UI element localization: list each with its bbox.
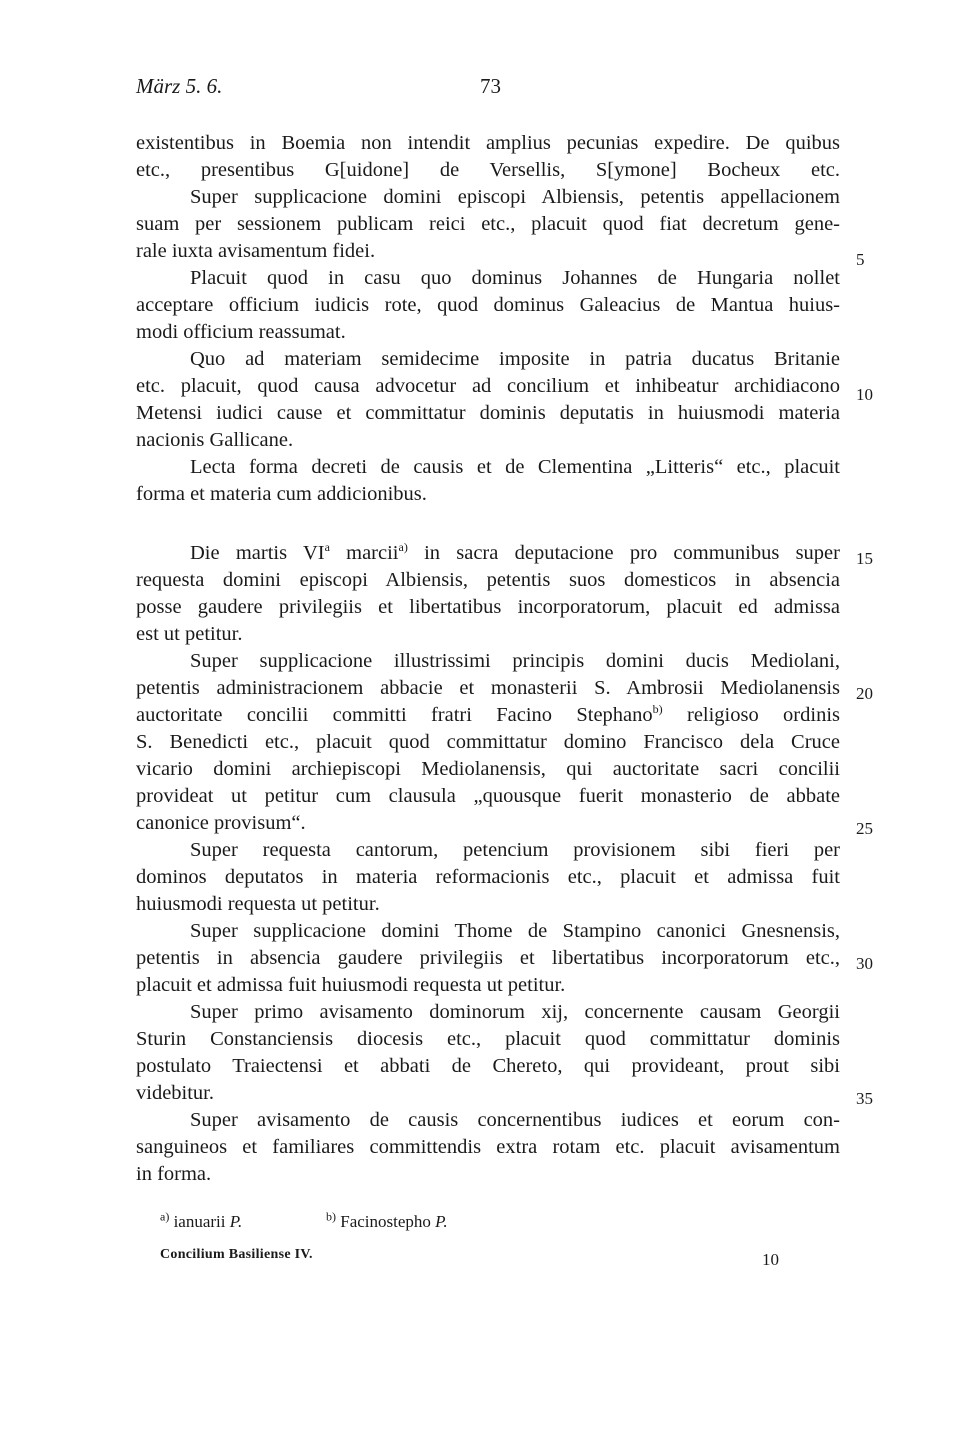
text-line: etc. placuit, quod causa advocetur ad concilium et inhibeatur archidiacono [136,375,840,397]
text-line: canonice provisum“. [136,812,306,834]
line-number-35: 35 [856,1089,873,1108]
text-line: videbitur. [136,1082,215,1104]
text-line: Placuit quod in casu quo dominus Johannes de Hungaria nollet [190,267,840,289]
text-line: placuit et admissa fuit huiusmodi requesta ut petitur. [136,974,566,996]
text-line: provideat ut petitur cum clausula „quousque fuerit monasterio de abbate [136,785,840,807]
text-line: Super avisamento de causis concernentibus iudices et eorum con- [190,1109,840,1131]
superscript-mark: a [324,540,330,555]
text-fragment: religioso ordinis [662,704,840,726]
line-number-15: 15 [856,549,873,568]
text-line: petentis in absencia gaudere privilegiis et libertatibus incorporatorum etc., [136,947,840,969]
text-line: sanguineos et familiares committendis extra rotam etc. placuit avisamentum [136,1136,840,1158]
text-line: requesta domini episcopi Albiensis, petentis suos domesticos in absencia [136,569,840,591]
superscript-mark: b) [652,702,663,717]
text-line [136,540,840,567]
text-line: in forma. [136,1163,212,1185]
text-line: rale iuxta avisamentum fidei. [136,240,376,262]
text-line: Lecta forma decreti de causis et de Clementina „Litteris“ etc., placuit [190,456,840,478]
text-line: Super supplicacione illustrissimi principis domini ducis Mediolani, [190,650,840,672]
text-line: existentibus in Boemia non intendit amplius pecunias expedire. De quibus [136,132,840,154]
text-block-march-6 [136,540,840,1188]
text-line: Sturin Constanciensis diocesis etc., placuit quod committatur dominis [136,1028,840,1050]
superscript-mark: a) [398,540,408,555]
text-line: huiusmodi requesta ut petitur. [136,893,380,915]
text-fragment: in sacra deputacione pro communibus super [407,542,840,564]
text-line: Super supplicacione domini episcopi Albiensis, petentis appellacionem [190,186,840,208]
line-number-25: 25 [856,819,873,838]
footnote-a [160,1209,243,1232]
text-line: posse gaudere privilegiis et libertatibus incorporatorum, placuit ed admissa [136,596,840,618]
text-fragment: auctoritate concilii committi fratri Facino Stephano [136,704,653,726]
footnote-b-siglum: P. [435,1212,448,1231]
footnote-a-text: ianuarii [173,1212,226,1231]
footnote-b [326,1209,448,1232]
footnote-a-mark: a) [160,1209,170,1224]
footnote-b-mark: b) [326,1209,336,1224]
text-fragment: Die martis VI [190,542,325,564]
line-number-10: 10 [856,385,873,404]
text-line: vicario domini archiepiscopi Mediolanensis, qui auctoritate sacri concilii [136,758,840,780]
running-head-date: März 5. 6. [136,74,223,98]
text-line: Super requesta cantorum, petencium provisionem sibi fieri per [190,839,840,861]
text-line: suam per sessionem publicam reici etc., placuit quod fiat decretum gene- [136,213,840,235]
text-line: est ut petitur. [136,623,243,645]
footnote-a-siglum: P. [229,1212,243,1231]
line-number-30: 30 [856,954,873,973]
text-line: forma et materia cum addicionibus. [136,483,427,505]
sheet-number: 10 [762,1250,779,1269]
text-line [136,702,840,729]
text-line: S. Benedicti etc., placuit quod committatur domino Francisco dela Cruce [136,731,840,753]
text-line: modi officium reassumat. [136,321,346,343]
text-line: acceptare officium iudicis rote, quod dominus Galeacius de Mantua huius- [136,294,840,316]
text-line: etc., presentibus G[uidone] de Versellis, S[ymone] Bocheux etc. [136,159,840,181]
line-number-20: 20 [856,684,873,703]
text-line: postulato Traiectensi et abbati de Chereto, qui provideant, prout sibi [136,1055,840,1077]
line-number-5: 5 [856,250,865,269]
text-fragment: marcii [329,542,399,564]
text-line: dominos deputatos in materia reformacionis etc., placuit et admissa fuit [136,866,840,888]
text-line: Metensi iudici cause et committatur dominis deputatis in huiusmodi materia [136,402,840,424]
text-line: Super supplicacione domini Thome de Stampino canonici Gnesnensis, [190,920,840,942]
text-line: Super primo avisamento dominorum xij, concernente causam Georgii [190,1001,840,1023]
signature-line: Concilium Basiliense IV. [160,1247,313,1262]
text-line: nacionis Gallicane. [136,429,294,451]
footnote-b-text: Facinostepho [340,1212,431,1231]
text-block-march-5 [136,130,840,508]
page-number: 73 [480,74,501,98]
text-line: Quo ad materiam semidecime imposite in patria ducatus Britanie [190,348,840,370]
text-line: petentis administracionem abbacie et monasterii S. Ambrosii Mediolanensis [136,677,840,699]
